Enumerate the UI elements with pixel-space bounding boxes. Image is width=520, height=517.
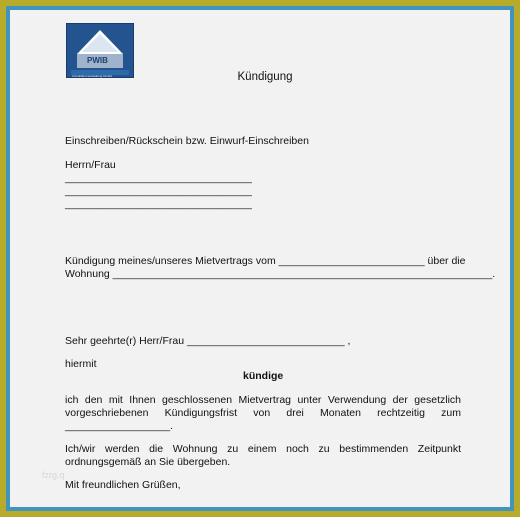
notice-line-1: Kündigung meines/unseres Mietvertrags vom _________________________ über die bbox=[65, 255, 466, 267]
document-title: Kündigung bbox=[237, 71, 293, 83]
hiermit-text: hiermit bbox=[65, 358, 97, 370]
logo-tagline: Immobilien-Verwaltung GmbH bbox=[72, 74, 112, 78]
address-line: ________________________________ bbox=[65, 198, 252, 210]
greeting: Sehr geehrte(r) Herr/Frau ___________________________ , bbox=[65, 335, 351, 347]
recipient-label: Herrn/Frau bbox=[65, 159, 116, 171]
paragraph-2-line-1: Ich/wir werden die Wohnung zu einem noch zu bestimmenden Zeitpunkt bbox=[65, 443, 461, 455]
paragraph-2-line-2: ordnungsgemäß an Sie übergeben. bbox=[65, 456, 231, 468]
paragraph-1-line-3: __________________. bbox=[65, 420, 174, 432]
watermark: fzrg.q bbox=[42, 470, 65, 480]
paragraph-1-line-1: ich den mit Ihnen geschlossenen Mietvertrag unter Verwendung der gesetzlich bbox=[65, 394, 461, 406]
paragraph-1-line-2: vorgeschriebenen Kündigungsfrist von drei Monaten rechtzeitig zum bbox=[65, 407, 461, 419]
closing: Mit freundlichen Grüßen, bbox=[65, 479, 181, 491]
kuendige-text: kündige bbox=[243, 370, 284, 382]
logo-text: PWIB bbox=[87, 56, 108, 65]
company-logo bbox=[66, 23, 134, 78]
notice-line-2: Wohnung _________________________________________________________________. bbox=[65, 268, 496, 280]
address-line: ________________________________ bbox=[65, 172, 252, 184]
shipping-method: Einschreiben/Rückschein bzw. Einwurf-Einschreiben bbox=[65, 135, 309, 147]
address-line: ________________________________ bbox=[65, 185, 252, 197]
document-page bbox=[6, 6, 514, 511]
